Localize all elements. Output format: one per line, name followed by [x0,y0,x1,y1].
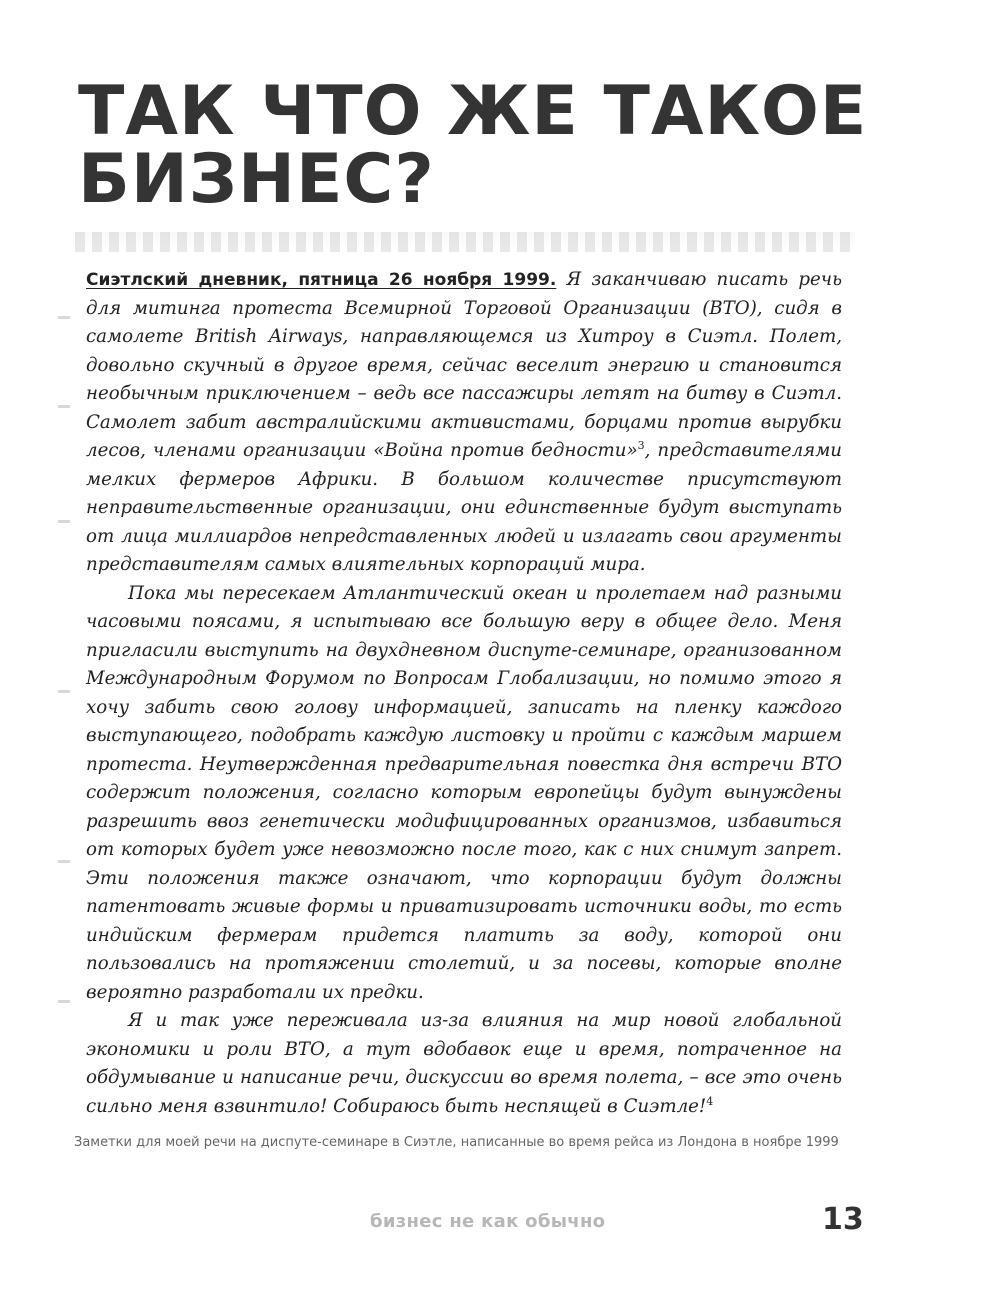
decorative-stripe [75,232,855,252]
diary-heading: Сиэтлский дневник, пятница 26 ноября 1999. [86,270,557,290]
paragraph-1-text: Я заканчиваю писать речь для митинга протеста Всемирной Торговой Организации (ВТО), сидя в самолете British Airways, направляющемся из Хитроу в Сиэтл. Полет, довольно скучный в другое время, сейчас веселит энергию и становится необычным приключением – ведь все пассажиры летят на битву в Сиэтл. Самолет забит австралийскими активистами, борцами против вырубки лесов, членами организации «Война против бедности» [86,269,842,461]
footnote-ref: 4 [706,1094,714,1108]
diary-text [86,266,842,1121]
paragraph-1-tail: , представителями мелких фермеров Африки. В большом количестве присутствуют неправительственные организации, они единственные будут выступать от лица миллиардов непредставленных людей и излагать свои аргументы представителям самых влиятельных корпораций мира. [86,440,842,575]
margin-mark [58,316,70,319]
title-line-2: БИЗНЕС? [78,140,435,219]
paragraph-2: Пока мы пересекаем Атлантический океан и пролетаем над разными часовыми поясами, я испытываю все большую веру в общее дело. Меня пригласили выступить на двухдневном диспуте-семинаре, организованном Международным Форумом по Вопросам Глобализации, но помимо этого я хочу забить свою голову информацией, записать на пленку каждого выступающего, подобрать каждую листовку и пройти с каждым маршем протеста. Неутвержденная предварительная повестка дня встречи ВТО содержит положения, согласно которым европейцы будут вынуждены разрешить ввоз генетически модифицированных организмов, избавиться от которых будет уже невозможно после того, как с них снимут запрет. Эти положения также означают, что корпорации будут должны патентовать живые формы и приватизировать источники воды, то есть индийским фермерам придется платить за воду, которой они пользовались на протяжении столетий, и за посевы, которые вполне вероятно разработали их предки. [86,582,842,1003]
title-line-1: ТАК ЧТО ЖЕ ТАКОЕ [78,72,868,151]
footnote-ref: 3 [637,438,645,452]
margin-mark [58,520,70,523]
margin-mark [58,1000,70,1003]
margin-mark [58,690,70,693]
page-number: 13 [822,1202,864,1237]
paragraph-3-text: Я и так уже переживала из-за влияния на мир новой глобальной экономики и роли ВТО, а тут вдобавок еще и время, потраченное на обдумывание и написание речи, дискуссии во время полета, – все это очень сильно меня взвинтило! Собираюсь быть неспящей в Сиэтле! [86,1010,842,1117]
page-title [78,72,868,219]
paragraph-3 [86,1007,842,1121]
margin-mark [58,860,70,863]
paragraph-1 [86,266,842,580]
margin-mark [58,405,70,408]
running-title: бизнес не как обычно [370,1211,606,1232]
image-caption: Заметки для моей речи на диспуте-семинаре в Сиэтле, написанные во время рейса из Лондона в ноябре 1999 [74,1135,839,1150]
